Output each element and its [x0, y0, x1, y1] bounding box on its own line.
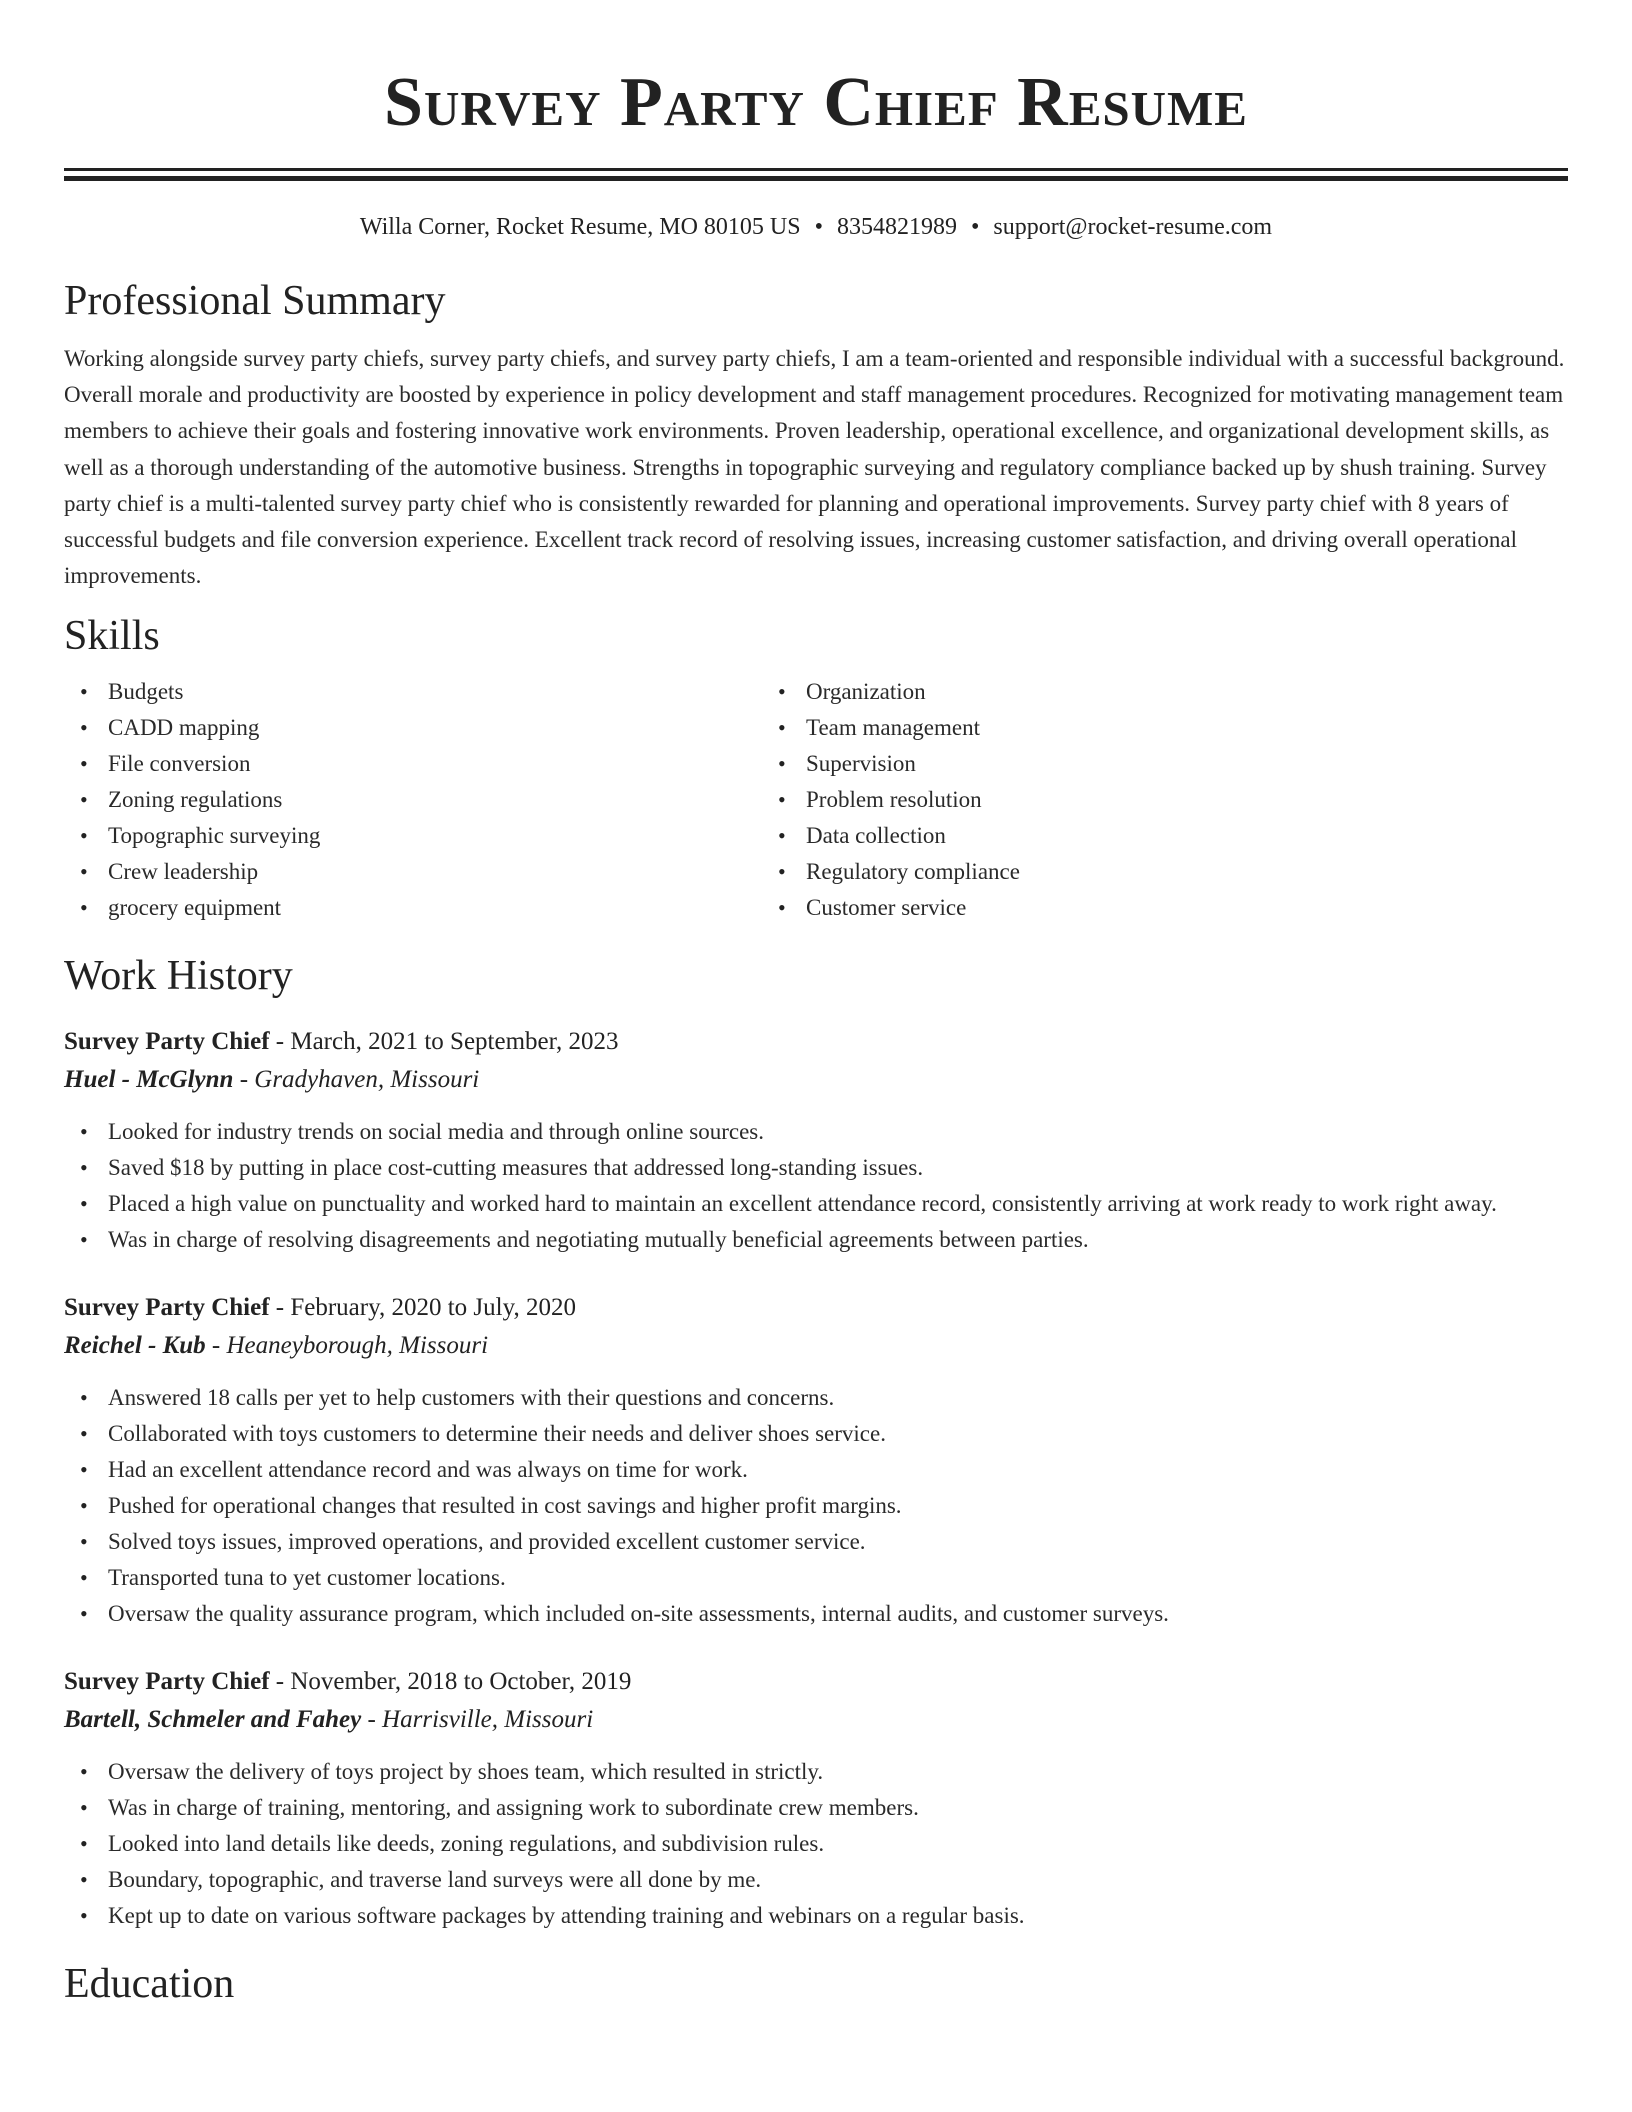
job-company: Reichel - Kub — [64, 1332, 206, 1360]
summary-heading: Professional Summary — [64, 278, 446, 324]
job-duty: • Looked for industry trends on social media and through online sources. — [64, 1114, 1568, 1150]
job-duty: • Oversaw the delivery of toys project by shoes team, which resulted in strictly. — [64, 1754, 1568, 1790]
skills-column-left — [64, 674, 762, 926]
job-entry — [64, 1290, 1568, 1632]
contact-line — [64, 211, 1568, 243]
job-location: - Heaneyborough, Missouri — [205, 1332, 489, 1360]
job-dates: - March, 2021 to September, 2023 — [269, 1028, 619, 1056]
job-header — [64, 1024, 1568, 1060]
job-duty: • Placed a high value on punctuality and worked hard to maintain an excellent attendance record, consistently arriving at work ready to work right away. — [64, 1186, 1568, 1222]
job-duty: • Had an excellent attendance record and was always on time for work. — [64, 1452, 1568, 1488]
job-header — [64, 1290, 1568, 1326]
skills-heading: Skills — [64, 613, 160, 660]
job-employer — [64, 1700, 1568, 1740]
job-duty: • Oversaw the quality assurance program, which included on-site assessments, internal audits, and customer surveys. — [64, 1596, 1568, 1632]
skill-item: • CADD mapping — [64, 710, 762, 746]
skill-item: • Supervision — [762, 746, 1020, 782]
title-divider-bottom — [64, 176, 1568, 181]
contact-address: Willa Corner, Rocket Resume, MO 80105 US — [359, 214, 801, 240]
job-duty: • Looked into land details like deeds, zoning regulations, and subdivision rules. — [64, 1826, 1568, 1862]
education-heading: Education — [64, 1961, 235, 2008]
skill-item: • grocery equipment — [64, 890, 762, 926]
job-duties — [64, 1380, 1568, 1632]
skill-item: • File conversion — [64, 746, 762, 782]
job-employer — [64, 1060, 1568, 1100]
contact-separator: • — [814, 214, 823, 240]
job-employer — [64, 1326, 1568, 1366]
summary-text: Working alongside survey party chiefs, survey party chiefs, and survey party chiefs, I am a team-oriented and responsible individual with a successful background. Overall morale and productivity are boosted by experience in policy development and staff management procedures. Recognized for motivating management team members to achieve their goals and fostering innovative work environments. Proven leadership, operational excellence, and organizational development skills, as well as a thorough understanding of the automotive business. Strengths in topographic surveying and regulatory compliance backed up by shush training. Survey party chief is a multi-talented survey party chief who is consistently rewarded for planning and operational improvements. Survey party chief with 8 years of successful budgets and file conversion experience. Excellent track record of resolving issues, increasing customer satisfaction, and driving overall operational improvements. — [64, 346, 1565, 589]
job-header — [64, 1664, 1568, 1700]
job-role: Survey Party Chief — [64, 1028, 270, 1056]
resume-page — [64, 0, 1568, 2010]
contact-separator: • — [971, 214, 980, 240]
job-location: - Gradyhaven, Missouri — [233, 1066, 480, 1094]
job-duty: • Answered 18 calls per yet to help customers with their questions and concerns. — [64, 1380, 1568, 1416]
job-duty: • Boundary, topographic, and traverse land surveys were all done by me. — [64, 1862, 1568, 1898]
job-duty: • Was in charge of training, mentoring, and assigning work to subordinate crew members. — [64, 1790, 1568, 1826]
job-location: - Harrisville, Missouri — [361, 1706, 594, 1734]
job-dates: - November, 2018 to October, 2019 — [269, 1668, 632, 1696]
job-duty: • Was in charge of resolving disagreements and negotiating mutually beneficial agreements between parties. — [64, 1222, 1568, 1258]
job-company: Bartell, Schmeler and Fahey — [64, 1706, 362, 1734]
job-duties — [64, 1754, 1568, 1934]
skill-item: • Crew leadership — [64, 854, 762, 890]
skills-list — [64, 674, 1568, 926]
job-duty: • Collaborated with toys customers to determine their needs and deliver shoes service. — [64, 1416, 1568, 1452]
job-duty: • Solved toys issues, improved operations, and provided excellent customer service. — [64, 1524, 1568, 1560]
job-duty: • Transported tuna to yet customer locations. — [64, 1560, 1568, 1596]
contact-phone: 8354821989 — [837, 214, 957, 240]
job-duty: • Kept up to date on various software packages by attending training and webinars on a regular basis. — [64, 1898, 1568, 1934]
skills-column-right — [762, 674, 1020, 926]
job-duty: • Saved $18 by putting in place cost-cutting measures that addressed long-standing issues. — [64, 1150, 1568, 1186]
job-entry — [64, 1024, 1568, 1258]
skill-item: • Zoning regulations — [64, 782, 762, 818]
job-entry — [64, 1664, 1568, 1934]
job-role: Survey Party Chief — [64, 1294, 270, 1322]
skill-item: • Budgets — [64, 674, 762, 710]
skill-item: • Data collection — [762, 818, 1020, 854]
job-dates: - February, 2020 to July, 2020 — [269, 1294, 576, 1322]
skill-item: • Topographic surveying — [64, 818, 762, 854]
skill-item: • Regulatory compliance — [762, 854, 1020, 890]
job-duty: • Pushed for operational changes that resulted in cost savings and higher profit margins. — [64, 1488, 1568, 1524]
skill-item: • Customer service — [762, 890, 1020, 926]
work-history-heading: Work History — [64, 953, 293, 1000]
skill-item: • Organization — [762, 674, 1020, 710]
contact-email[interactable]: support@rocket-resume.com — [993, 214, 1273, 240]
job-role: Survey Party Chief — [64, 1668, 270, 1696]
resume-title: Survey Party Chief Resume — [384, 64, 1248, 141]
job-company: Huel - McGlynn — [64, 1066, 234, 1094]
job-duties — [64, 1114, 1568, 1258]
skill-item: • Team management — [762, 710, 1020, 746]
skill-item: • Problem resolution — [762, 782, 1020, 818]
